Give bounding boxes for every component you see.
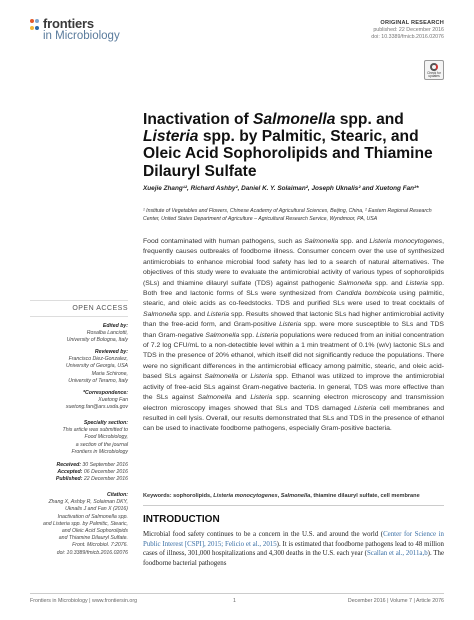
section-heading-introduction: INTRODUCTION xyxy=(143,514,220,525)
published-date-side: 22 December 2016 xyxy=(82,476,128,483)
published-date: published: 22 December 2016 xyxy=(373,27,444,33)
check-updates-label: Check for updates xyxy=(427,70,441,78)
dates xyxy=(30,462,128,484)
footer-volume: December 2016 | Volume 7 | Article 2076 xyxy=(347,598,444,604)
journal-logo[interactable] xyxy=(30,18,120,42)
footer-divider xyxy=(30,593,444,594)
published-label: Published: xyxy=(55,476,83,483)
correspondence xyxy=(30,390,128,412)
accepted-label: Accepted: xyxy=(57,469,83,476)
article-title: Inactivation of Salmonella spp. and Listeria spp. by Palmitic, Stearic, and Oleic Acid Sophorolipids and Thiamine Dilauryl Sulfate xyxy=(143,111,433,180)
article-header-info xyxy=(371,20,444,41)
citation-text: Zhang X, Ashby R, Solaiman DKY, Uknalis J and Fan X (2016) Inactivation of Salmonella spp. and Listeria spp. by Palmitic, Stearic, and Oleic Acid Sophorolipids and Thiamine Dilauryl Sulfate. Front. Microbiol. 7:2076. doi: 10.3389/fmicb.2016.02076 xyxy=(42,499,128,556)
specialty-text: This article was submitted to Food Microbiology, a section of the journal Frontiers in Microbiology xyxy=(62,427,128,455)
editor[interactable]: Rosalba Lanciotti, University of Bologna, Italy xyxy=(66,330,128,344)
received-date: 30 September 2016 xyxy=(80,462,128,468)
sidebar-divider xyxy=(30,300,128,301)
correspondence-contact[interactable]: Xuetong Fan xuetong.fan@ars.usda.gov xyxy=(65,397,128,411)
article-type: ORIGINAL RESEARCH xyxy=(380,20,444,26)
affiliations: ¹ Institute of Vegetables and Flowers, Chinese Academy of Agricultural Sciences, Beijing, China, ² Eastern Regional Research Center, United States Department of Agriculture – Agricultural Research Service, Wyndmoor, PA, USA xyxy=(143,208,432,222)
check-for-updates-button[interactable] xyxy=(424,60,444,80)
open-access-label: OPEN ACCESS xyxy=(72,305,128,312)
reviewers[interactable]: Francisco Diez-Gonzalez, University of Georgia, USA Maria Schirone, University of Teramo, Italy xyxy=(66,356,128,384)
page-number: 1 xyxy=(233,598,236,604)
footer-journal[interactable]: Frontiers in Microbiology | www.frontiersin.org xyxy=(30,598,138,604)
frontiers-logo-icon xyxy=(30,19,40,31)
doi-link[interactable]: doi: 10.3389/fmicb.2016.02076 xyxy=(371,34,444,40)
received-label: Received: xyxy=(56,462,81,468)
edited-by xyxy=(30,323,128,345)
logo-line1: frontiers xyxy=(43,16,94,31)
logo-line2: in Microbiology xyxy=(43,30,120,42)
keywords: Keywords: sophorolipids, Listeria monocytogenes, Salmonella, thiamine dilauryl sulfate, cell membrane xyxy=(143,493,420,499)
correspondence-label: *Correspondence: xyxy=(83,390,128,396)
abstract: Food contaminated with human pathogens, such as Salmonella spp. and Listeria monocytogenes, frequently causes outbreaks of foodborne illness. Consumer concern over the use of synthesized antimicrobials to enhance microbial food safety has led to a search of natural alternatives. The objectives of this study were to evaluate the antimicrobial activity of various types of sophorolipids (SLs) and thiamine dilauryl sulfate (TDS) against pathogenic Salmonella spp. and Listeria spp. Both free and lactonic forms of SLs were synthesized from Candida bombicola using palmitic, stearic, and oleic acids as co-feedstocks. TDS and purified SLs were used to treat cocktails of Salmonella spp. and Listeria spp. Results showed that lactonic SLs had higher antimicrobial activity than the free-acid form, and Gram-positive Listeria spp. were more susceptible to SLs and TDS than Gram-negative Salmonella spp. Listeria populations were reduced from an initial concentration of 7.2 log CFU/mL to a non-detectible level within a 1 min treatment of 0.1% (w/v) lactonic SLs and TDS in the presence of 20% ethanol, which itself did not significantly reduce the populations. There were no significant differences in the antimicrobial efficacy among palmitic, stearic, and oleic acid-based SLs against Salmonella or Listeria spp. Ethanol was utilized to improve the antimicrobial activity of free-acid SLs against Gram-negative bacteria. In general, TDS was more effective than the SLs against Salmonella and Listeria spp. scanning electron microscopy and transmission electron microscopy images showed that SLs and TDS damaged Listeria cell membranes and resulted in cell lysis. Overall, our results demonstrated that SLs and TDS in the presence of ethanol can be used to inactivate foodborne pathogens, especially Gram-positive bacteria. xyxy=(143,238,445,433)
author-list[interactable]: Xuejie Zhang¹², Richard Ashby², Daniel K. Y. Solaiman², Joseph Uknalis² and Xuetong Fan²* xyxy=(143,185,419,192)
citation xyxy=(30,492,128,557)
introduction-text: Microbial food safety continues to be a concern in the U.S. and around the world (Center for Science in Public Interest [CSPI], 2015; Felicio et al., 2015). It is estimated that foodborne pathogens lead to 48 million cases of illness, 301,000 hospitalizations and 4,300 deaths in the U.S. each year (Scallan et al., 2011a,b). The foodborne bacterial pathogens xyxy=(143,531,445,568)
update-icon xyxy=(430,63,438,71)
reviewed-by-label: Reviewed by: xyxy=(94,349,128,355)
citation-link[interactable]: Scallan et al., 2011a,b xyxy=(366,550,428,558)
reviewed-by xyxy=(30,349,128,385)
specialty-section xyxy=(30,420,128,456)
citation-label: Citation: xyxy=(106,492,128,498)
sidebar-divider xyxy=(30,316,128,317)
specialty-label: Specialty section: xyxy=(83,420,128,426)
accepted-date: 06 December 2016 xyxy=(82,469,128,476)
divider xyxy=(143,505,444,506)
edited-by-label: Edited by: xyxy=(102,323,128,329)
citation-link[interactable]: Center for Science in Public Interest [CSPI], 2015; Felicio et al., 2015 xyxy=(143,531,445,548)
